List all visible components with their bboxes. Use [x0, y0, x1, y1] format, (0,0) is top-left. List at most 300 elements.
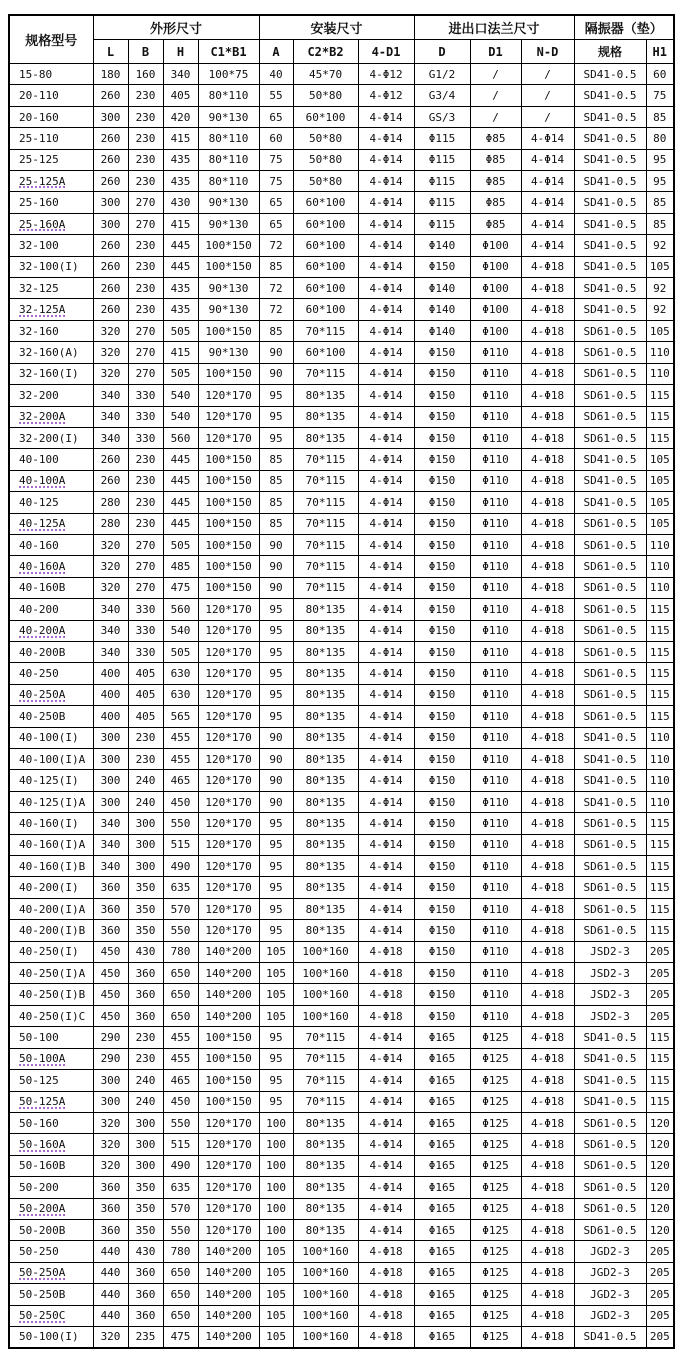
model-cell: 50-200B	[9, 1219, 93, 1240]
value-cell: 4-Φ18	[521, 984, 574, 1005]
value-cell: 100*160	[293, 1284, 358, 1305]
value-cell: 120	[646, 1177, 674, 1198]
value-cell: 300	[128, 1155, 163, 1176]
value-cell: Φ110	[470, 706, 521, 727]
value-cell: 4-Φ18	[521, 492, 574, 513]
model-cell: 40-100	[9, 449, 93, 470]
value-cell: 100	[259, 1177, 293, 1198]
value-cell: 4-Φ18	[521, 834, 574, 855]
value-cell: 4-Φ18	[521, 513, 574, 534]
value-cell: 4-Φ14	[358, 385, 414, 406]
value-cell: Φ150	[414, 749, 470, 770]
value-cell: 330	[128, 406, 163, 427]
value-cell: 455	[163, 1048, 198, 1069]
value-cell: Φ100	[470, 299, 521, 320]
header-sub-row	[9, 40, 674, 64]
value-cell: 445	[163, 449, 198, 470]
table-row	[9, 620, 674, 641]
value-cell: 120*170	[198, 427, 259, 448]
table-row	[9, 749, 674, 770]
value-cell: 120*170	[198, 1134, 259, 1155]
value-cell: 70*115	[293, 1048, 358, 1069]
value-cell: 230	[128, 128, 163, 149]
value-cell: 100	[259, 1155, 293, 1176]
value-cell: 60*100	[293, 278, 358, 299]
value-cell: 465	[163, 1070, 198, 1091]
value-cell: 505	[163, 641, 198, 662]
value-cell: 120*170	[198, 770, 259, 791]
table-row	[9, 1198, 674, 1219]
value-cell: 120*170	[198, 1155, 259, 1176]
value-cell: 4-Φ18	[521, 963, 574, 984]
value-cell: 4-Φ18	[521, 577, 574, 598]
value-cell: 4-Φ18	[521, 470, 574, 491]
value-cell: Φ110	[470, 620, 521, 641]
value-cell: 120*170	[198, 599, 259, 620]
value-cell: 85	[259, 449, 293, 470]
value-cell: 340	[93, 834, 128, 855]
value-cell: 550	[163, 920, 198, 941]
value-cell: Φ150	[414, 641, 470, 662]
value-cell: 230	[128, 149, 163, 170]
value-cell: Φ140	[414, 235, 470, 256]
value-cell: Φ150	[414, 877, 470, 898]
value-cell: JGD2-3	[574, 1305, 646, 1326]
table-row	[9, 641, 674, 662]
table-row	[9, 1091, 674, 1112]
value-cell: 4-Φ18	[521, 791, 574, 812]
value-cell: 4-Φ14	[358, 1070, 414, 1091]
value-cell: Φ100	[470, 278, 521, 299]
value-cell: 350	[128, 1219, 163, 1240]
value-cell: 445	[163, 492, 198, 513]
value-cell: 270	[128, 363, 163, 384]
table-row	[9, 385, 674, 406]
value-cell: Φ165	[414, 1027, 470, 1048]
value-cell: 4-Φ18	[521, 427, 574, 448]
value-cell: 360	[93, 877, 128, 898]
value-cell: 40	[259, 64, 293, 85]
value-cell: 320	[93, 1155, 128, 1176]
table-row	[9, 128, 674, 149]
table-row	[9, 1219, 674, 1240]
value-cell: 4-Φ18	[358, 1262, 414, 1283]
value-cell: 360	[128, 1284, 163, 1305]
table-row	[9, 813, 674, 834]
value-cell: 340	[93, 385, 128, 406]
value-cell: 140*200	[198, 1262, 259, 1283]
value-cell: 100	[259, 1112, 293, 1133]
value-cell: 115	[646, 385, 674, 406]
value-cell: 490	[163, 1155, 198, 1176]
value-cell: 4-Φ18	[521, 1305, 574, 1326]
model-cell: 15-80	[9, 64, 93, 85]
value-cell: 280	[93, 513, 128, 534]
value-cell: 90*130	[198, 299, 259, 320]
value-cell: 440	[93, 1305, 128, 1326]
value-cell: Φ150	[414, 963, 470, 984]
value-cell: 80*110	[198, 128, 259, 149]
value-cell: 90	[259, 577, 293, 598]
model-cell: 40-125	[9, 492, 93, 513]
value-cell: 120*170	[198, 749, 259, 770]
value-cell: Φ165	[414, 1305, 470, 1326]
value-cell: 340	[93, 856, 128, 877]
value-cell: 4-Φ18	[521, 1134, 574, 1155]
value-cell: Φ150	[414, 684, 470, 705]
value-cell: Φ110	[470, 984, 521, 1005]
value-cell: 4-Φ18	[521, 1262, 574, 1283]
table-row	[9, 64, 674, 85]
value-cell: 100*150	[198, 1048, 259, 1069]
value-cell: 350	[128, 920, 163, 941]
table-row	[9, 1305, 674, 1326]
value-cell: 85	[259, 513, 293, 534]
value-cell: 4-Φ18	[521, 856, 574, 877]
model-cell: 25-125	[9, 149, 93, 170]
value-cell: 300	[93, 213, 128, 234]
value-cell: SD61-0.5	[574, 1155, 646, 1176]
table-row	[9, 299, 674, 320]
value-cell: 455	[163, 1027, 198, 1048]
value-cell: Φ110	[470, 1005, 521, 1026]
table-row	[9, 1005, 674, 1026]
value-cell: 80	[646, 128, 674, 149]
value-cell: SD61-0.5	[574, 834, 646, 855]
value-cell: 4-Φ14	[358, 1112, 414, 1133]
value-cell: 70*115	[293, 449, 358, 470]
value-cell: Φ125	[470, 1027, 521, 1048]
value-cell: 105	[259, 963, 293, 984]
table-row	[9, 599, 674, 620]
value-cell: 80*135	[293, 427, 358, 448]
value-cell: 115	[646, 1070, 674, 1091]
value-cell: 120*170	[198, 385, 259, 406]
value-cell: 650	[163, 963, 198, 984]
value-cell: SD41-0.5	[574, 235, 646, 256]
value-cell: 415	[163, 128, 198, 149]
value-cell: 95	[259, 427, 293, 448]
value-cell: 455	[163, 727, 198, 748]
table-row	[9, 1262, 674, 1283]
value-cell: 75	[259, 149, 293, 170]
value-cell: SD61-0.5	[574, 534, 646, 555]
value-cell: 70*115	[293, 513, 358, 534]
value-cell: 320	[93, 534, 128, 555]
value-cell: 340	[93, 406, 128, 427]
value-cell: 4-Φ14	[358, 299, 414, 320]
value-cell: SD41-0.5	[574, 1048, 646, 1069]
model-cell: 32-160(I)	[9, 363, 93, 384]
value-cell: 90*130	[198, 106, 259, 127]
value-cell: 270	[128, 577, 163, 598]
value-cell: 100*150	[198, 470, 259, 491]
value-cell: 4-Φ14	[358, 1134, 414, 1155]
model-cell: 40-250(I)B	[9, 984, 93, 1005]
value-cell: 4-Φ14	[358, 1091, 414, 1112]
value-cell: Φ125	[470, 1262, 521, 1283]
value-cell: 120	[646, 1219, 674, 1240]
value-cell: JGD2-3	[574, 1262, 646, 1283]
value-cell: Φ165	[414, 1177, 470, 1198]
value-cell: 4-Φ14	[358, 877, 414, 898]
table-row	[9, 1326, 674, 1347]
table-row	[9, 770, 674, 791]
value-cell: Φ140	[414, 320, 470, 341]
value-cell: 105	[259, 984, 293, 1005]
value-cell: 75	[259, 171, 293, 192]
value-cell: 205	[646, 963, 674, 984]
column-header-B: B	[128, 40, 163, 64]
model-cell: 40-125(I)A	[9, 791, 93, 812]
value-cell: 4-Φ18	[521, 727, 574, 748]
value-cell: 320	[93, 1326, 128, 1347]
value-cell: SD41-0.5	[574, 770, 646, 791]
value-cell: 100*150	[198, 363, 259, 384]
value-cell: 440	[93, 1262, 128, 1283]
value-cell: 515	[163, 1134, 198, 1155]
value-cell: Φ100	[470, 320, 521, 341]
value-cell: SD41-0.5	[574, 749, 646, 770]
value-cell: 4-Φ14	[358, 620, 414, 641]
value-cell: 230	[128, 278, 163, 299]
value-cell: 80*135	[293, 920, 358, 941]
value-cell: SD61-0.5	[574, 1134, 646, 1155]
value-cell: 120*170	[198, 406, 259, 427]
value-cell: 100*75	[198, 64, 259, 85]
value-cell: 120	[646, 1134, 674, 1155]
table-row	[9, 684, 674, 705]
value-cell: 120*170	[198, 706, 259, 727]
value-cell: 110	[646, 770, 674, 791]
pump-spec-table	[8, 14, 675, 1349]
table-row	[9, 984, 674, 1005]
value-cell: Φ150	[414, 385, 470, 406]
value-cell: 120*170	[198, 813, 259, 834]
value-cell: 80*135	[293, 1219, 358, 1240]
value-cell: 100*150	[198, 256, 259, 277]
value-cell: 300	[93, 192, 128, 213]
value-cell: 4-Φ14	[358, 106, 414, 127]
value-cell: 115	[646, 1027, 674, 1048]
value-cell: 80*135	[293, 834, 358, 855]
value-cell: 95	[259, 641, 293, 662]
value-cell: 360	[93, 920, 128, 941]
value-cell: 95	[259, 599, 293, 620]
value-cell: 115	[646, 813, 674, 834]
value-cell: Φ85	[470, 149, 521, 170]
value-cell: 120*170	[198, 1112, 259, 1133]
value-cell: 60*100	[293, 256, 358, 277]
value-cell: 440	[93, 1284, 128, 1305]
value-cell: SD61-0.5	[574, 342, 646, 363]
value-cell: 430	[163, 192, 198, 213]
value-cell: 100*150	[198, 449, 259, 470]
value-cell: SD61-0.5	[574, 599, 646, 620]
value-cell: Φ115	[414, 213, 470, 234]
value-cell: 100*160	[293, 1326, 358, 1347]
value-cell: 550	[163, 1112, 198, 1133]
value-cell: 90	[259, 556, 293, 577]
value-cell: 300	[93, 749, 128, 770]
header-group-row	[9, 15, 674, 40]
table-row	[9, 556, 674, 577]
value-cell: Φ125	[470, 1305, 521, 1326]
model-cell: 40-160	[9, 534, 93, 555]
value-cell: SD61-0.5	[574, 406, 646, 427]
value-cell: SD41-0.5	[574, 106, 646, 127]
value-cell: 560	[163, 427, 198, 448]
value-cell: 60*100	[293, 192, 358, 213]
value-cell: Φ85	[470, 171, 521, 192]
value-cell: Φ150	[414, 898, 470, 919]
value-cell: 110	[646, 534, 674, 555]
table-row	[9, 791, 674, 812]
value-cell: Φ165	[414, 1326, 470, 1347]
value-cell: 4-Φ14	[358, 834, 414, 855]
value-cell: Φ150	[414, 492, 470, 513]
table-row	[9, 470, 674, 491]
model-cell: 32-125	[9, 278, 93, 299]
value-cell: 235	[128, 1326, 163, 1347]
value-cell: Φ115	[414, 171, 470, 192]
value-cell: 110	[646, 749, 674, 770]
value-cell: /	[521, 106, 574, 127]
value-cell: SD41-0.5	[574, 1070, 646, 1091]
value-cell: 120*170	[198, 727, 259, 748]
value-cell: 4-Φ14	[358, 898, 414, 919]
value-cell: 4-Φ14	[358, 1027, 414, 1048]
value-cell: 60	[646, 64, 674, 85]
value-cell: 230	[128, 513, 163, 534]
value-cell: 105	[259, 941, 293, 962]
value-cell: Φ150	[414, 770, 470, 791]
value-cell: 465	[163, 770, 198, 791]
value-cell: Φ110	[470, 856, 521, 877]
table-row	[9, 1284, 674, 1305]
value-cell: 4-Φ18	[521, 813, 574, 834]
value-cell: 505	[163, 363, 198, 384]
model-cell: 32-200(I)	[9, 427, 93, 448]
model-cell: 50-160	[9, 1112, 93, 1133]
value-cell: 300	[93, 770, 128, 791]
value-cell: SD61-0.5	[574, 898, 646, 919]
value-cell: 95	[259, 1091, 293, 1112]
value-cell: SD61-0.5	[574, 363, 646, 384]
column-group-installation-dimensions: 安装尺寸	[259, 15, 414, 40]
value-cell: JSD2-3	[574, 963, 646, 984]
model-cell: 40-100(I)	[9, 727, 93, 748]
value-cell: 4-Φ18	[521, 877, 574, 898]
value-cell: Φ165	[414, 1262, 470, 1283]
value-cell: Φ150	[414, 534, 470, 555]
value-cell: 80*135	[293, 620, 358, 641]
value-cell: 80*135	[293, 770, 358, 791]
value-cell: 60*100	[293, 106, 358, 127]
value-cell: 4-Φ18	[521, 1070, 574, 1091]
model-cell: 50-250A	[9, 1262, 93, 1283]
value-cell: 4-Φ18	[521, 620, 574, 641]
value-cell: 4-Φ18	[521, 1219, 574, 1240]
model-cell: 40-250B	[9, 706, 93, 727]
value-cell: SD41-0.5	[574, 791, 646, 812]
value-cell: 105	[646, 492, 674, 513]
value-cell: 50*80	[293, 85, 358, 106]
value-cell: 180	[93, 64, 128, 85]
value-cell: GS/3	[414, 106, 470, 127]
value-cell: 105	[646, 320, 674, 341]
table-row	[9, 192, 674, 213]
value-cell: 360	[93, 898, 128, 919]
value-cell: 80*135	[293, 599, 358, 620]
value-cell: 120*170	[198, 856, 259, 877]
table-row	[9, 663, 674, 684]
value-cell: 60*100	[293, 213, 358, 234]
value-cell: 340	[93, 427, 128, 448]
value-cell: 60	[259, 128, 293, 149]
column-group-vibration-isolator: 隔振器（垫）	[574, 15, 674, 40]
model-cell: 40-200(I)	[9, 877, 93, 898]
value-cell: 80*135	[293, 1134, 358, 1155]
value-cell: G1/2	[414, 64, 470, 85]
value-cell: Φ110	[470, 427, 521, 448]
table-row	[9, 213, 674, 234]
value-cell: 230	[128, 470, 163, 491]
table-row	[9, 898, 674, 919]
value-cell: 100*160	[293, 963, 358, 984]
value-cell: 450	[163, 1091, 198, 1112]
value-cell: 95	[259, 920, 293, 941]
value-cell: Φ85	[470, 192, 521, 213]
value-cell: 4-Φ14	[358, 513, 414, 534]
value-cell: 455	[163, 749, 198, 770]
value-cell: 100*150	[198, 556, 259, 577]
value-cell: 205	[646, 1241, 674, 1262]
value-cell: Φ110	[470, 470, 521, 491]
value-cell: 80*110	[198, 171, 259, 192]
value-cell: 350	[128, 898, 163, 919]
value-cell: SD61-0.5	[574, 1219, 646, 1240]
value-cell: 230	[128, 299, 163, 320]
value-cell: 4-Φ18	[358, 1241, 414, 1262]
value-cell: 85	[259, 492, 293, 513]
value-cell: 435	[163, 171, 198, 192]
value-cell: 4-Φ18	[521, 1155, 574, 1176]
value-cell: Φ110	[470, 556, 521, 577]
model-cell: 40-200A	[9, 620, 93, 641]
value-cell: 650	[163, 1005, 198, 1026]
value-cell: 4-Φ18	[358, 1005, 414, 1026]
value-cell: 105	[259, 1005, 293, 1026]
model-cell: 40-200(I)A	[9, 898, 93, 919]
value-cell: Φ110	[470, 663, 521, 684]
value-cell: 4-Φ18	[521, 342, 574, 363]
value-cell: 4-Φ14	[358, 577, 414, 598]
value-cell: 72	[259, 235, 293, 256]
value-cell: 515	[163, 834, 198, 855]
value-cell: 4-Φ14	[358, 599, 414, 620]
model-cell: 40-100A	[9, 470, 93, 491]
value-cell: Φ150	[414, 406, 470, 427]
value-cell: /	[521, 64, 574, 85]
value-cell: 405	[163, 85, 198, 106]
value-cell: 4-Φ18	[521, 920, 574, 941]
value-cell: 80*135	[293, 877, 358, 898]
value-cell: 120*170	[198, 1198, 259, 1219]
value-cell: Φ150	[414, 941, 470, 962]
value-cell: 72	[259, 278, 293, 299]
value-cell: 75	[646, 85, 674, 106]
